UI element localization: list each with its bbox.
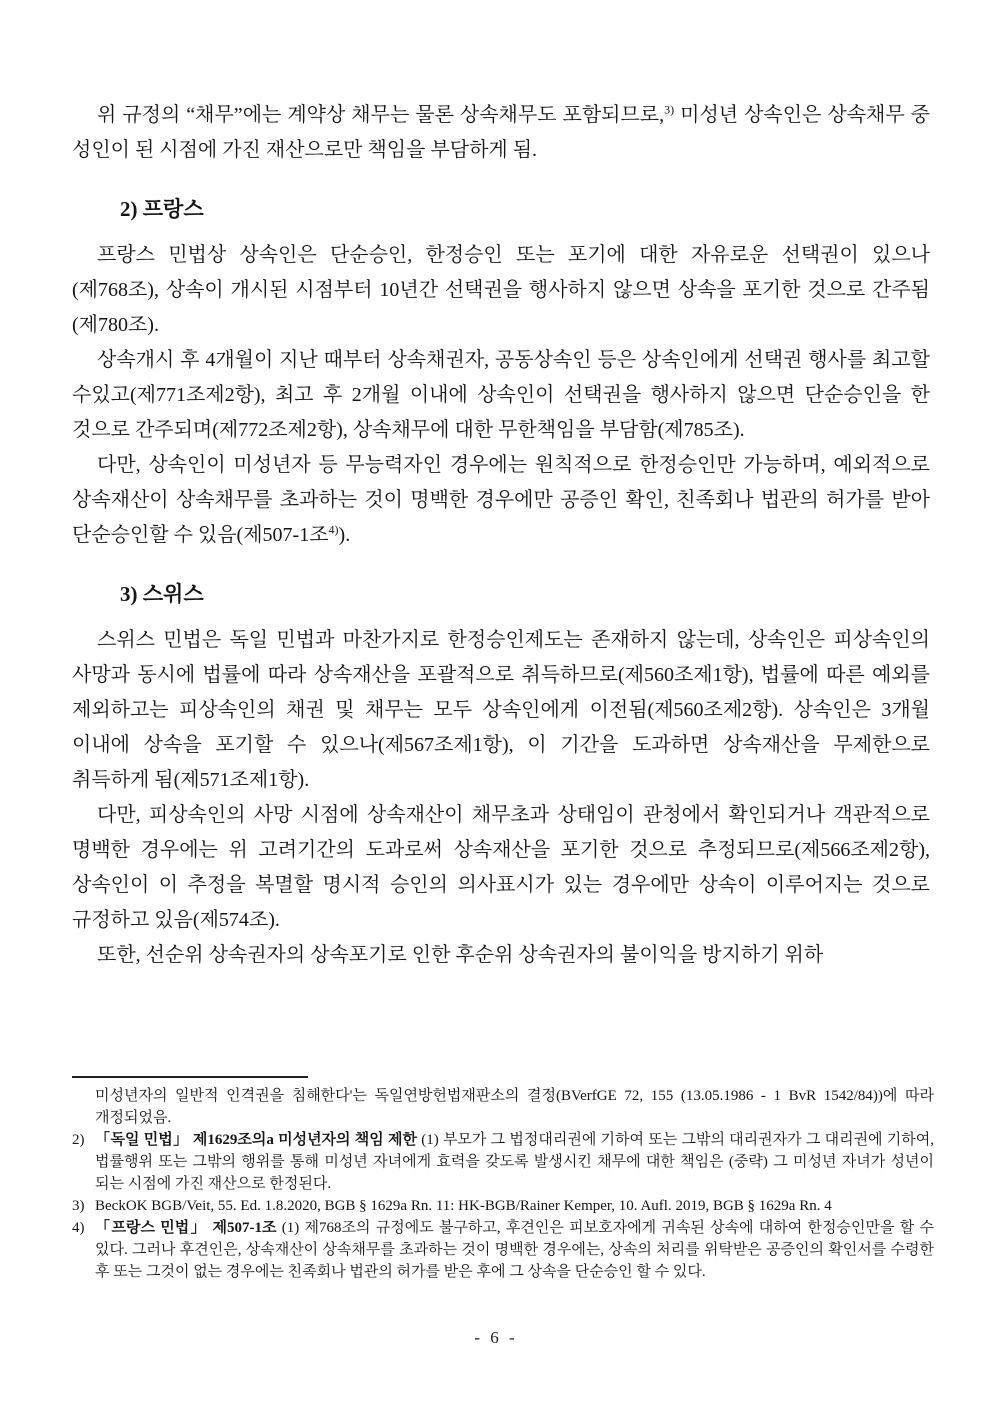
body-paragraph: 다만, 피상속인의 사망 시점에 상속재산이 채무초과 상태임이 관청에서 확인되거나 객관적으로 명백한 경우에는 위 고려기간의 도과로써 상속재산을 포기한 것으로 추정되므로(제566조제2항), 상속인이 이 추정을 복멸할 명시적 승인의 의사표시가 있는 경우에만 상속이 이루어지는 것으로 규정하고 있음(제574조). [72, 804, 930, 931]
footnote-area [72, 1076, 934, 1283]
body-paragraph: 상속개시 후 4개월이 지난 때부터 상속채권자, 공동상속인 등은 상속인에게 선택권 행사를 최고할 수있고(제771조제2항), 최고 후 2개월 이내에 상속인이 선택권을 행사하지 않으면 단순승인을 한 것으로 간주되며(제772조제2항), 상속채무에 대한 무한책임을 부담함(제785조). [72, 349, 930, 441]
footnote-ref: 3) [664, 102, 675, 117]
footnote-ref: 4) [328, 522, 339, 537]
footnote-law-title: 「프랑스 민법」 제507-1조 [95, 1220, 282, 1236]
body-paragraph: 프랑스 민법상 상속인은 단순승인, 한정승인 또는 포기에 대한 자유로운 선택권이 있으나(제768조), 상속이 개시된 시점부터 10년간 선택권을 행사하지 않으면 상속을 포기한 것으로 간주됨(제780조). [72, 244, 930, 336]
footnote-text: 미성년자의 일반적 인격권을 침해한다'는 독일연방헌법재판소의 결정(BVerfGE 72, 155 (13.05.1986 - 1 BvR 1542/84))에 따라 개정되었음. [95, 1088, 934, 1126]
page-number: - 6 - [474, 1328, 518, 1347]
body-paragraph: 다만, 상속인이 미성년자 등 무능력자인 경우에는 원칙적으로 한정승인만 가능하며, 예외적으로 상속재산이 상속채무를 초과하는 것이 명백한 경우에만 공증인 확인, 친족회나 법관의 허가를 받아 단순승인할 수 있음(제507-1조$^{4)}$). [72, 454, 930, 546]
body-paragraph: 스위스 민법은 독일 민법과 마찬가지로 한정승인제도는 존재하지 않는데, 상속인은 피상속인의 사망과 동시에 법률에 따라 상속재산을 포괄적으로 취득하므로(제560조제1항), 법률에 따른 예외를 제외하고는 피상속인의 채권 및 채무는 모두 상속인에게 이전됨(제560조제2항). 상속인은 3개월 이내에 상속을 포기할 수 있으나(제567조제1항), 이 기간을 도과하면 상속재산을 무제한으로 취득하게 됨(제571조제1항). [72, 629, 930, 791]
main-text [72, 98, 930, 973]
footnote [72, 1195, 934, 1217]
footnote-list [72, 1085, 934, 1283]
footnote-law-title: 「독일 민법」 제1629조의a 미성년자의 책임 제한 [95, 1132, 422, 1148]
footnote-number: 4) [72, 1220, 85, 1236]
section-heading: 2) 프랑스 [120, 197, 204, 221]
footnote [72, 1129, 934, 1195]
footnote-text: BeckOK BGB/Veit, 55. Ed. 1.8.2020, BGB § 1629a Rn. 11: HK-BGB/Rainer Kemper, 10. Aufl. 2019, BGB § 1629a Rn. 4 [95, 1198, 832, 1214]
section-heading: 3) 스위스 [120, 582, 204, 606]
body-paragraph: 위 규정의 “채무”에는 계약상 채무는 물론 상속채무도 포함되므로,$^{3)}$ 미성년 상속인은 상속채무 중 성인이 된 시점에 가진 재산으로만 책임을 부담하게 됨. [72, 102, 930, 161]
body-paragraph: 또한, 선순위 상속권자의 상속포기로 인한 후순위 상속권자의 불이익을 방지하기 위하 [97, 944, 824, 966]
footnote-text: 「독일 민법」 제1629조의a 미성년자의 책임 제한 (1) 부모가 그 법정대리권에 기하여 또는 그밖의 대리권자가 그 대리권에 기하여, 법률행위 또는 그밖의 행위를 통해 미성년 자녀에게 효력을 갖도록 발생시킨 채무에 대한 책임은 (중략) 그 미성년 자녀가 성년이 되는 시점에 가진 재산으로 한정된다. [95, 1132, 935, 1192]
footnote-text: 「프랑스 민법」 제507-1조 (1) 제768조의 규정에도 불구하고, 후견인은 피보호자에게 귀속된 상속에 대하여 한정승인만을 할 수 있다. 그러나 후견인은, 상속재산이 상속채무를 초과하는 것이 명백한 경우에는, 상속의 처리를 위탁받은 공증인의 확인서를 수령한 후 또는 그것이 없는 경우에는 친족회나 법관의 허가를 받은 후에 그 상속을 단순승인 할 수 있다. [95, 1220, 934, 1280]
footnote-separator [72, 1076, 308, 1078]
footnote-number: 2) [72, 1132, 85, 1148]
footnote [72, 1217, 934, 1283]
footnote [72, 1085, 934, 1129]
footnote-number: 3) [72, 1198, 85, 1214]
